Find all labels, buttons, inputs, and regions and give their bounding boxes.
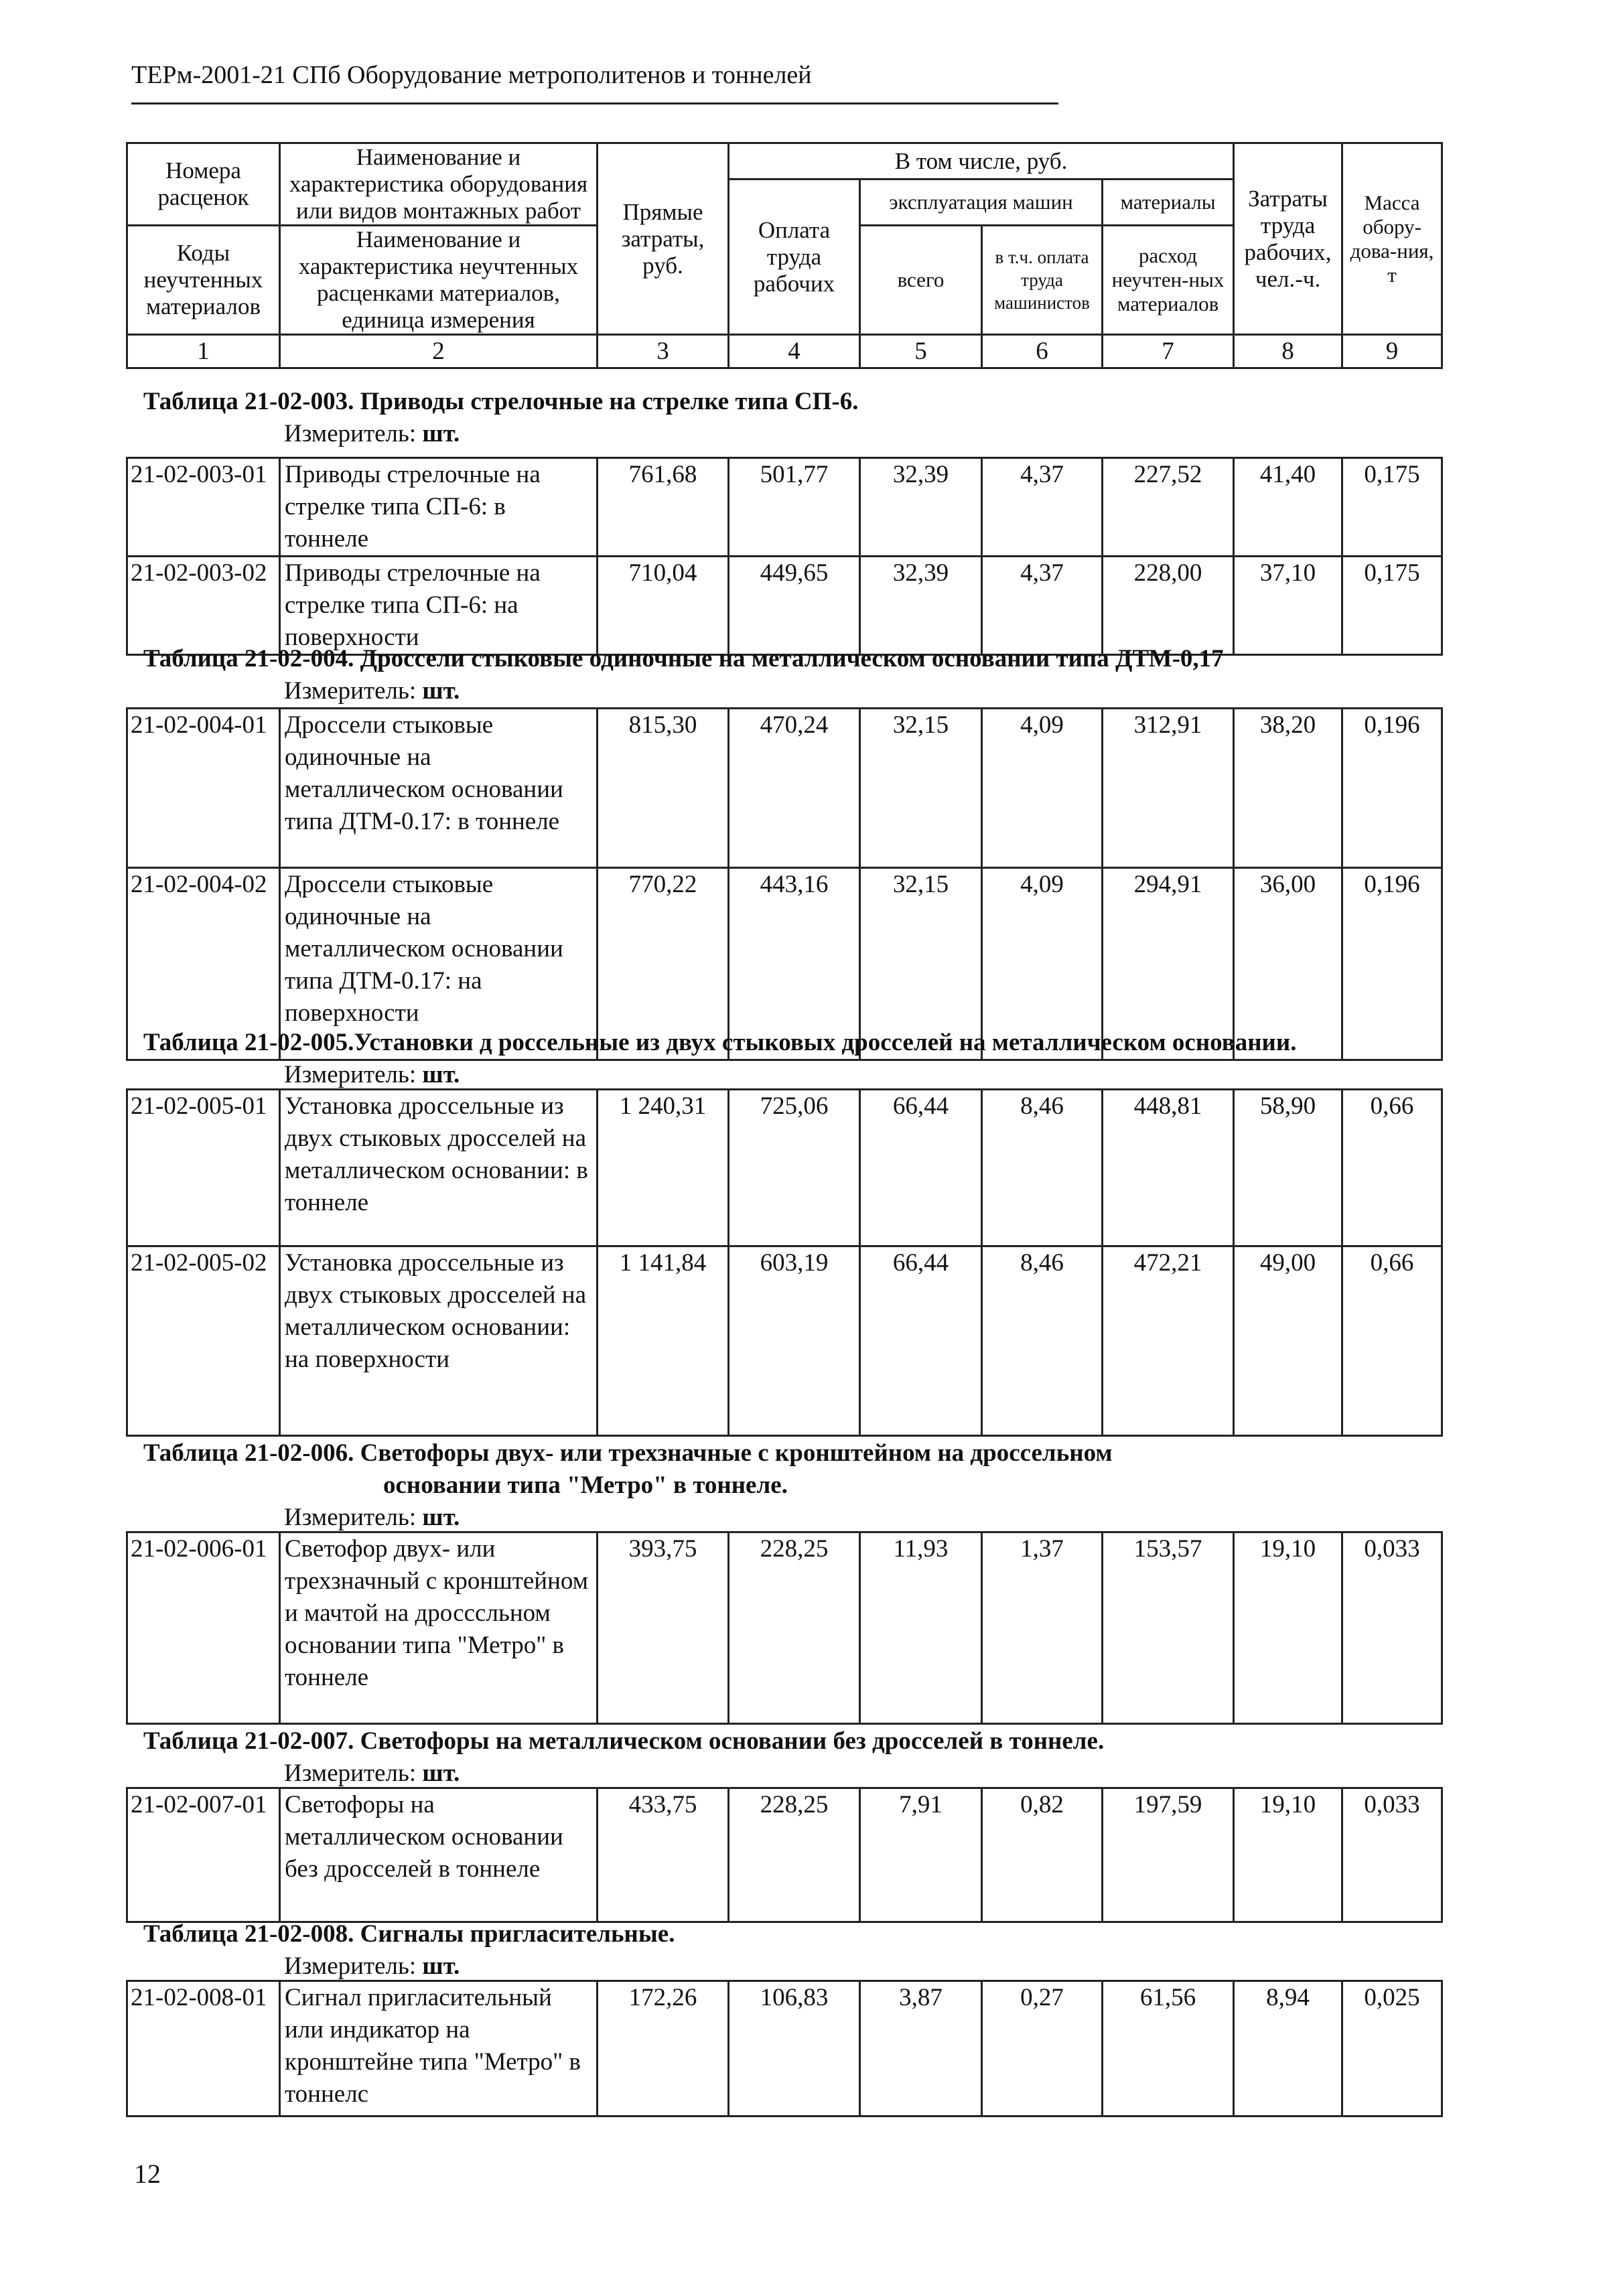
column-number: 9 [1342, 335, 1442, 368]
machinists-pay-cell: 4,37 [982, 557, 1103, 655]
column-header-table [126, 142, 1443, 369]
machinists-pay-cell: 4,09 [982, 709, 1103, 868]
rate-code-cell: 21-02-003-02 [127, 557, 280, 655]
direct-costs-cell: 770,22 [598, 868, 729, 1060]
direct-costs-cell: 172,26 [598, 1981, 729, 2116]
work-name-cell: Установка дроссельные из двух стыковых дросселей на металлическом основании: на поверхности [280, 1246, 598, 1436]
work-name-cell: Дроссели стыковые одиночные на металлическом основании типа ДТМ-0.17: на поверхности [280, 868, 598, 1060]
measure-label: Измеритель: [284, 420, 417, 447]
mass-cell: 0,196 [1342, 709, 1442, 868]
work-name-cell: Светофоры на металлическом основании без дросселей в тоннеле [280, 1788, 598, 1922]
mass-cell: 0,175 [1342, 458, 1442, 557]
header-labor-pay: Оплата труда рабочих [729, 180, 860, 335]
measure-label: Измеритель: [284, 1061, 417, 1088]
header-mass: Масса обору-дова-ния, т [1342, 143, 1442, 335]
labor-hours-cell: 19,10 [1234, 1788, 1342, 1922]
header-codes-unaccounted: Коды неучтенных материалов [127, 226, 280, 335]
machinists-pay-cell: 0,82 [982, 1788, 1103, 1922]
materials-cell: 61,56 [1103, 1981, 1234, 2116]
table-row [127, 709, 1442, 868]
column-number: 7 [1103, 335, 1234, 368]
direct-costs-cell: 393,75 [598, 1532, 729, 1724]
direct-costs-cell: 710,04 [598, 557, 729, 655]
materials-cell: 312,91 [1103, 709, 1234, 868]
mass-cell: 0,175 [1342, 557, 1442, 655]
work-name-cell: Сигнал пригласительный или индикатор на кронштейне типа "Метро" в тоннелс [280, 1981, 598, 2116]
labor-pay-cell: 603,19 [729, 1246, 860, 1436]
work-name-cell: Установка дроссельные из двух стыковых дросселей на металлическом основании: в тоннеле [280, 1090, 598, 1246]
labor-hours-cell: 37,10 [1234, 557, 1342, 655]
machine-ops-cell: 32,39 [860, 458, 982, 557]
measure-unit: шт. [422, 1061, 460, 1088]
table-title: Таблица 21-02-006. Светофоры двух- или трехзначные с кронштейном на дроссельном [143, 1439, 1113, 1467]
machine-ops-cell: 32,39 [860, 557, 982, 655]
measure-unit: шт. [422, 1504, 460, 1531]
direct-costs-cell: 1 141,84 [598, 1246, 729, 1436]
labor-pay-cell: 501,77 [729, 458, 860, 557]
table-row [127, 1981, 1442, 2116]
rate-table [126, 1980, 1443, 2117]
labor-pay-cell: 449,65 [729, 557, 860, 655]
mass-cell: 0,025 [1342, 1981, 1442, 2116]
table-title: Таблица 21-02-004. Дроссели стыковые одиночные на металлическом основании типа ДТМ-0,17 [143, 645, 1224, 672]
rate-code-cell: 21-02-003-01 [127, 458, 280, 557]
machinists-pay-cell: 8,46 [982, 1090, 1103, 1246]
measure-line [284, 1757, 460, 1790]
rate-code-cell: 21-02-007-01 [127, 1788, 280, 1922]
measure-line [284, 675, 460, 707]
labor-hours-cell: 49,00 [1234, 1246, 1342, 1436]
labor-hours-cell: 36,00 [1234, 868, 1342, 1060]
machine-ops-cell: 32,15 [860, 709, 982, 868]
header-materials: материалы [1103, 180, 1234, 226]
mass-cell: 0,66 [1342, 1246, 1442, 1436]
materials-cell: 228,00 [1103, 557, 1234, 655]
materials-cell: 448,81 [1103, 1090, 1234, 1246]
measure-unit: шт. [422, 1952, 460, 1980]
measure-line [284, 1502, 460, 1534]
table-title: Таблица 21-02-005.Установки д россельные из двух стыковых дросселей на металлическом основании. [143, 1029, 1297, 1056]
column-number: 2 [280, 335, 598, 368]
column-number: 3 [598, 335, 729, 368]
header-consumption-unaccounted: расход неучтен-ных материалов [1103, 226, 1234, 335]
header-machine-ops: эксплуатация машин [860, 180, 1103, 226]
rate-code-cell: 21-02-005-02 [127, 1246, 280, 1436]
work-name-cell: Приводы стрелочные на стрелке типа СП-6: на поверхности [280, 557, 598, 655]
running-head: ТЕРм-2001-21 СПб Оборудование метрополитенов и тоннелей [131, 61, 812, 89]
column-number: 6 [982, 335, 1103, 368]
measure-unit: шт. [422, 1760, 460, 1787]
measure-line [284, 1059, 460, 1091]
machinists-pay-cell: 0,27 [982, 1981, 1103, 2116]
column-number: 8 [1234, 335, 1342, 368]
measure-label: Измеритель: [284, 1504, 417, 1531]
table-title: Таблица 21-02-007. Светофоры на металлическом основании без дросселей в тоннеле. [143, 1727, 1105, 1755]
measure-unit: шт. [422, 677, 460, 705]
work-name-cell: Светофор двух- или трехзначный с кронштейном и мачтой на дросссльном основании типа "Метро" в тоннеле [280, 1532, 598, 1724]
mass-cell: 0,196 [1342, 868, 1442, 1060]
table-title: Таблица 21-02-003. Приводы стрелочные на стрелке типа СП-6. [143, 388, 859, 415]
labor-pay-cell: 443,16 [729, 868, 860, 1060]
measure-label: Измеритель: [284, 1952, 417, 1980]
table-title-continuation: основании типа "Метро" в тоннеле. [383, 1472, 788, 1499]
labor-pay-cell: 228,25 [729, 1788, 860, 1922]
header-including: В том числе, руб. [729, 143, 1234, 180]
measure-line [284, 418, 460, 450]
machinists-pay-cell: 1,37 [982, 1532, 1103, 1724]
header-incl-machinists: в т.ч. оплата труда машинистов [982, 226, 1103, 335]
table-row [127, 458, 1442, 557]
rate-table [126, 457, 1443, 656]
table-title: Таблица 21-02-008. Сигналы пригласительные. [143, 1920, 675, 1948]
page-number: 12 [134, 2159, 161, 2189]
labor-pay-cell: 470,24 [729, 709, 860, 868]
column-number: 4 [729, 335, 860, 368]
machinists-pay-cell: 4,37 [982, 458, 1103, 557]
machinists-pay-cell: 8,46 [982, 1246, 1103, 1436]
labor-hours-cell: 58,90 [1234, 1090, 1342, 1246]
machine-ops-cell: 3,87 [860, 1981, 982, 2116]
table-row [127, 1090, 1442, 1246]
direct-costs-cell: 1 240,31 [598, 1090, 729, 1246]
machine-ops-cell: 7,91 [860, 1788, 982, 1922]
materials-cell: 153,57 [1103, 1532, 1234, 1724]
table-row [127, 1246, 1442, 1436]
labor-hours-cell: 41,40 [1234, 458, 1342, 557]
header-direct-costs: Прямые затраты, руб. [598, 143, 729, 335]
measure-label: Измеритель: [284, 1760, 417, 1787]
measure-label: Измеритель: [284, 677, 417, 705]
rate-code-cell: 21-02-005-01 [127, 1090, 280, 1246]
rate-table [126, 1787, 1443, 1923]
direct-costs-cell: 433,75 [598, 1788, 729, 1922]
work-name-cell: Приводы стрелочные на стрелке типа СП-6: в тоннеле [280, 458, 598, 557]
machine-ops-cell: 11,93 [860, 1532, 982, 1724]
materials-cell: 294,91 [1103, 868, 1234, 1060]
rate-table [126, 1088, 1443, 1437]
header-rule [131, 102, 1058, 104]
table-row [127, 557, 1442, 655]
column-number: 1 [127, 335, 280, 368]
column-number: 5 [860, 335, 982, 368]
rate-code-cell: 21-02-004-01 [127, 709, 280, 868]
machine-ops-cell: 66,44 [860, 1246, 982, 1436]
mass-cell: 0,66 [1342, 1090, 1442, 1246]
labor-hours-cell: 19,10 [1234, 1532, 1342, 1724]
header-total: всего [860, 226, 982, 335]
machinists-pay-cell: 4,09 [982, 868, 1103, 1060]
table-row [127, 1532, 1442, 1724]
header-labor-costs: Затраты труда рабочих, чел.-ч. [1234, 143, 1342, 335]
work-name-cell: Дроссели стыковые одиночные на металлическом основании типа ДТМ-0.17: в тоннеле [280, 709, 598, 868]
machine-ops-cell: 32,15 [860, 868, 982, 1060]
machine-ops-cell: 66,44 [860, 1090, 982, 1246]
labor-pay-cell: 106,83 [729, 1981, 860, 2116]
direct-costs-cell: 761,68 [598, 458, 729, 557]
header-name-works: Наименование и характеристика оборудования или видов монтажных работ [280, 143, 598, 226]
labor-pay-cell: 228,25 [729, 1532, 860, 1724]
direct-costs-cell: 815,30 [598, 709, 729, 868]
header-name-unaccounted: Наименование и характеристика неучтенных расценками материалов, единица измерения [280, 226, 598, 335]
table-row [127, 1788, 1442, 1922]
labor-hours-cell: 38,20 [1234, 709, 1342, 868]
measure-unit: шт. [422, 420, 460, 447]
materials-cell: 227,52 [1103, 458, 1234, 557]
materials-cell: 472,21 [1103, 1246, 1234, 1436]
labor-hours-cell: 8,94 [1234, 1981, 1342, 2116]
rate-table [126, 707, 1443, 1061]
rate-code-cell: 21-02-006-01 [127, 1532, 280, 1724]
measure-line [284, 1950, 460, 1983]
materials-cell: 197,59 [1103, 1788, 1234, 1922]
rate-code-cell: 21-02-008-01 [127, 1981, 280, 2116]
mass-cell: 0,033 [1342, 1788, 1442, 1922]
rate-table [126, 1531, 1443, 1725]
rate-code-cell: 21-02-004-02 [127, 868, 280, 1060]
header-rates-numbers: Номера расценок [127, 143, 280, 226]
mass-cell: 0,033 [1342, 1532, 1442, 1724]
labor-pay-cell: 725,06 [729, 1090, 860, 1246]
